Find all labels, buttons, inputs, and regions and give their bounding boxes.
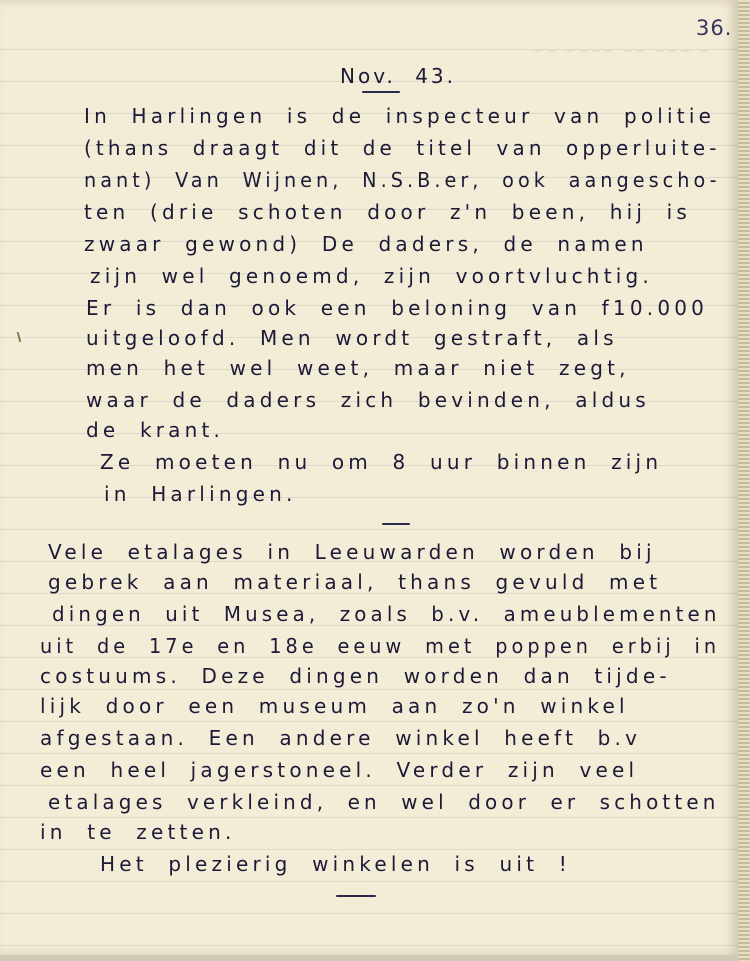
text-line: afgestaan. Een andere winkel heeft b.v [40,726,642,750]
text-line: etalages verkleind, en wel door er schotten [48,790,720,814]
text-line: dingen uit Musea, zoals b.v. ameublementen [52,602,721,626]
text-line: uit de 17e en 18e eeuw met poppen erbij in [40,634,721,658]
text-line: uitgeloofd. Men wordt gestraft, als [86,326,618,350]
section-divider [382,523,410,525]
text-line: de krant. [86,418,225,442]
text-line: Het plezierig winkelen is uit ! [100,852,571,876]
date-heading: Nov. 43. [340,64,457,88]
text-line: Er is dan ook een beloning van f10.000 [86,296,709,320]
bleed-through-text: ~ ~~~ ~~ ~~~~ ~~ [530,44,710,59]
notebook-binding [738,0,750,961]
text-line: Ze moeten nu om 8 uur binnen zijn [100,450,663,474]
text-line: costuums. Deze dingen worden dan tijde- [40,664,671,688]
text-line: zwaar gewond) De daders, de namen [84,232,648,256]
text-line: waar de daders zich bevinden, aldus [86,388,650,412]
text-line: zijn wel genoemd, zijn voortvluchtig. [90,264,653,288]
text-line: nant) Van Wijnen, N.S.B.er, ook aangescho- [84,168,721,192]
text-line: In Harlingen is de inspecteur van politie [84,104,716,128]
text-line: gebrek aan materiaal, thans gevuld met [48,570,662,594]
text-line: een heel jagerstoneel. Verder zijn veel [40,758,639,782]
text-line: in te zetten. [40,820,236,844]
margin-mark [17,332,22,342]
text-line: Vele etalages in Leeuwarden worden bij [48,540,656,564]
text-line: men het wel weet, maar niet zegt, [86,356,630,380]
heading-underline [362,91,400,93]
text-line: lijk door een museum aan zo'n winkel [40,694,629,718]
page-number: 36. [696,16,733,40]
text-line: in Harlingen. [104,482,297,506]
closing-divider [336,895,376,897]
text-line: (thans draagt dit de titel van opperluite- [84,136,721,160]
text-line: ten (drie schoten door z'n been, hij is [84,200,692,224]
